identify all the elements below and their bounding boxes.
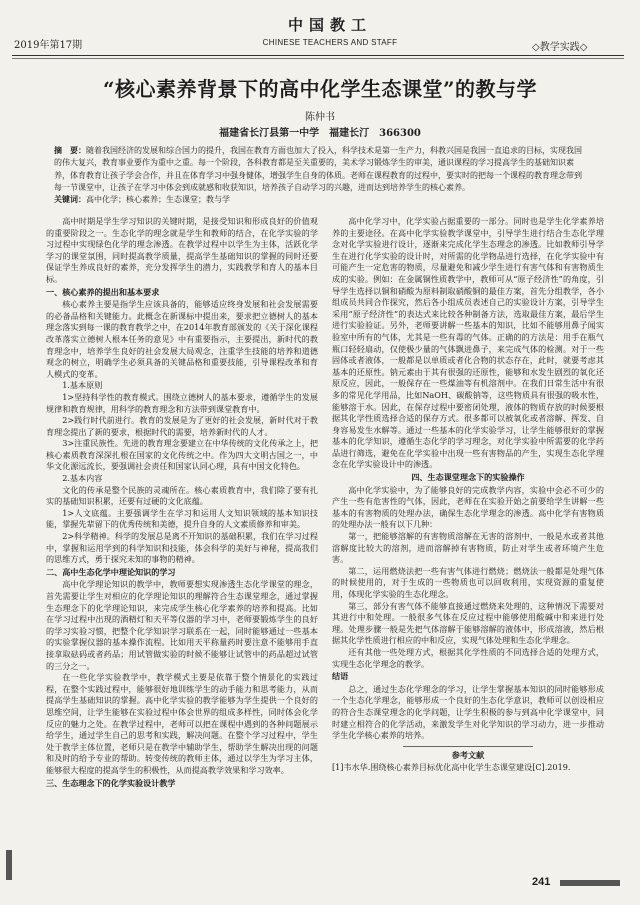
journal-title-cn: 中国教工: [287, 16, 372, 34]
paragraph: 1>坚持科学性的教育模式。围绕立德树人的基本要求，遵循学生的发展规律和教育规律，用科学的教育理念和方法带到课堂教育中。: [46, 391, 318, 414]
paragraph: 核心素养主要是指学生应该具备的，能够适应终身发展和社会发展需要的必备品格和关键能力。此概念在新课标中提出来，要求把立德树人的基本理念落实到每一课的教育教学之中，在2014年教育部颁发的《关于深化课程改革落实立德树人根本任务的意见》中有重要指示，主要提出，新时代的教育理念中，培养学生良好的社会发展大局观念，注重学生技能的培养和道德观念的树立，明确学生必须具备的关键品格和重要技能，引导课程改革和育人模式的变革。: [46, 299, 318, 379]
keywords-label: 关键词：: [54, 194, 86, 204]
paragraph: 总之，通过生态化学理念的学习，让学生掌握基本知识的同时能够形成一个生态化学理念，能够形成一个良好的生态化学意识，教师可以创设相应的符合生态课堂理念的化学问题，让学生积极的参与到高中化学课堂中，同时建立相符合的化学活动，来激发学生对化学知识的学习动力，进一步推动学生化学核心素养的培养。: [332, 683, 604, 741]
left-text-column: [46, 216, 318, 790]
paragraph: 1>人文底蕴。主要强调学生在学习和运用人文知识领域的基本知识技能，掌握先辈留下的优秀传统和美德，提升自身的人文素质修养和审美。: [46, 507, 318, 530]
section-heading: 一、核心素养的提出和基本要求: [46, 286, 160, 297]
paragraph: 1.基本原则: [62, 380, 103, 391]
section-heading: 三、生态理念下的化学实验设计教学: [46, 777, 176, 788]
paragraph: 2.基本内容: [62, 473, 103, 484]
abstract-text: 随着我国经济的发展和综合国力的提升，我国在教育方面也加大了投入，科学技术是第一生产力，科教兴国是我国一直追求的目标，实现我国的伟大复兴，教育事业要作为重中之重。每一个阶段，各科教育都是至关重要的，美术学习锻炼学生的审美，通识课程的学习提高学生的基础知识素养，体育教育让孩子学会合作，并且在体育学习中强身健体，增强学生自身的体质。老师在课程教育的过程中，要实时的把每一个课程的教育理念带到每一节课堂中，让孩子在学习中体会到成就感和收获知识，培养孩子自动学习的兴趣，进而达到培养学生的核心素养。: [54, 146, 582, 192]
header-rule: [12, 55, 624, 56]
paragraph: 第一，把能够溶解的有害物质溶解在无害的溶剂中，一般是水或者其他溶解度比较大的溶剂，进而溶解掉有害物质，防止对学生或者环境产生危害。: [332, 531, 604, 565]
section-label: ◇教学实践◇: [532, 42, 588, 53]
keywords: [54, 194, 586, 205]
paragraph: 第三，部分有害气体不能够直接通过燃烧来处理的，这种情况下需要对其进行中和处理。一般很多气体在反应过程中能够使用酸碱中和来进行处理。处理步骤一般是先把气体溶解于能够溶解的液体中，形成溶液，然后根据其化学性质进行相应的中和反应，实现气体处理和生态化学理念。: [332, 600, 604, 646]
paragraph: 在一些化学实验教学中，教学模式主要是依靠于整个情景化的实践过程，在整个实践过程中，能够很好地训练学生的动手能力和思考能力，从而提高学生基础知识的掌握。高中化学实验的教学能够为学生提供一个良好的思维空间，让学生能够在实验过程中体会世界的组成多样性，同时体会化学反应的魅力之处。在教学过程中，老师可以把在课程中遇到的各种问题展示给学生，通过学生自己的思考和实践，解决问题。在整个学习过程中，学生处于教学主体位置，老师只是在教学中辅助学生，帮助学生解决出现的问题和及时的给予专业的帮助。转变传统的教师主体，通过以学生为学习主体，能够很大程度的提高学生的积极性，从而提高教学效果和学习效率。: [46, 672, 318, 775]
paragraph: 高中化学理论知识的教学中，教师要想实现渗透生态化学课堂的理念，首先需要让学生对相应的化学理论知识的理解符合生态课堂理念，通过掌握生态理念下的化学理论知识，来完成学生核心化学素养的培养和提高。比如在学习过程中出现的酒精灯和天平等仪器的学习中，老师要锻炼学生的良好的学习实验习惯，把整个化学知识学习联系在一起，同时能够通过一些基本的实验掌握仪器的基本操作流程。比如用天平称量药时要注意不能够用手直接拿取砝码或者药品；用试管做实验的时候不能够让试管中的药品超过试管的三分之一。: [46, 579, 318, 671]
abstract: [54, 144, 586, 194]
paragraph: 2>科学精神。科学的发展总是离不开知识的基础积累，我们在学习过程中，掌握和运用学到的科学知识和技能，体会科学的美好与神秘，提高我们的思维方式，勇于探究未知的事物的精神。: [46, 531, 318, 565]
page-number: 241: [532, 876, 551, 888]
references-rule: [403, 746, 533, 747]
issue-label: 2019年第17期: [14, 40, 83, 51]
section-heading: 二、高中生态化学中理论知识的学习: [46, 566, 176, 577]
article-affiliation: 福建省长汀县第一中学 福建长汀 366300: [219, 128, 421, 139]
section-heading: 结语: [332, 671, 349, 682]
keywords-text: 高中化学；核心素养；生态课堂；教与学: [86, 195, 230, 204]
paragraph: 高中时期是学生学习知识的关键时期，是接受知识和形成良好的价值观的重要阶段之一。生态化学的理念就是学生和教师的结合，在化学实验的学习过程中实现绿色化学的理念渗透。在教学过程中以学生为主体，活跃化学学习的课堂氛围，同时提高教学质量，提高学生基础知识的掌握的同时还要保证学生养成良好的素养，充分发挥学生的潜力，实践教学和育人的基本目标。: [46, 216, 318, 284]
page-number-bar: [560, 880, 620, 886]
paragraph: 还有其他一些处理方式，根据其化学性质的不同选择合适的处理方式，实现生态化学理念的教学。: [332, 646, 604, 669]
paragraph: 高中化学实验中，为了能够良好的完成教学内容，实验中会必不可少的产生一些有危害性的气体，因此，老师在在实验开始之前要给学生讲解一些基本的有害物质的处理办法，确保生态化学理念的渗透。高中化学有害物质的处理办法一般有以下几种：: [332, 484, 604, 530]
reference-item: [1]韦水华.围绕核心素养目标优化高中化学生态课堂建设[C].2019.: [332, 762, 571, 773]
paragraph: 高中化学习中，化学实验占据重要的一部分。同时也是学生化学素养培养的主要途径。在高中化学实验教学课堂中，引导学生进行结合生态化学理念对化学实验进行设计，逐渐来完成化学生态理念的渗透。比如教师引导学生在进行化学实验的设计时，对所需的化学物品进行选择，在化学实验中有可能产生一定危害的物质，尽量避免和减少学生进行有害气体和有害物质生成的实验。例如：在金属铜性质教学中，教师可从“原子经济性”的角度，引导学生选择以铜和硝酸为原料制取硝酸铜的最佳方案，首先分组教学，各小组成员共同合作探究，然后各小组成员表述自己的实验设计方案，引导学生采用“原子经济性”的表达式来比较各种制备方法，选取最佳方案，最后学生进行实验验证。另外，老师要讲解一些基本的知识，比如不能够用鼻子闻实验室中所有的气体，尤其是一些有毒的气体。正确的的方法是：用手在瓶气瓶口轻轻扇动，仅使极少量的气体飘进鼻子，来完成气体的检测。对于一些固体或者液体，一般都是以单质或者化合物的状态存在，此时，就要考虑其基本的还原性。钠元素由于其有很强的还原性，能够和水发生剧烈的氧化还原反应，因此，一般保存在一些煤油等有机溶剂中。在我们日常生活中有很多的常见化学用品，比如NaOH、碳酸钠等，这些物质具有很强的吸水性，能够溶于水。因此，在保存过程中要密闭处理，液体的物质存放的时候要根据其化学性质选择合适的保存方式。很多都可以被氧化或者溶解、挥发、自身容易发生水解等。通过一些基本的化学实验学习，让学生能够很好的掌握基本的化学知识，遵循生态化学的学习理念，对化学实验中所需要的化学药品进行筛选，避免在化学实验中出现一些有害物品的产生，实现生态化学理念在化学实验设计中的渗透。: [332, 216, 604, 470]
abstract-label: 摘 要：: [54, 145, 86, 155]
journal-masthead: [220, 14, 440, 47]
section-heading: 参考文献: [451, 749, 485, 760]
paragraph: 文化的传承是整个民族的灵魂所在。核心素质教育中，我们除了要有扎实的基础知识积累，还要有过硬的文化底蕴。: [46, 484, 318, 507]
paragraph: 第二，运用燃烧法把一些有害气体进行燃烧；燃烧法一般都是处理气体的时候使用的，对于生成的一些物质也可以回收利用，实现资源的重复使用，体现化学实验的生态化理念。: [332, 565, 604, 599]
section-heading: 四、生态课堂理念下的实验操作: [411, 472, 525, 483]
journal-title-en: CHINESE TEACHERS AND STAFF: [262, 38, 398, 47]
header-rule-thin: [12, 58, 624, 59]
article-author: 陈仲书: [305, 112, 335, 123]
paragraph: 3>注重民族性。先进的教育理念要建立在中华传统的文化传承之上，把核心素质教育深深扎根在国家的文化传统之中。作为四大文明古国之一，中华文化源远流长，要强调社会责任和国家认同心理，具有中国文化特色。: [46, 438, 318, 472]
scan-edge-mark: [6, 850, 12, 880]
paragraph: 2>践行时代前进行。教育的发展是为了更好的社会发展，新时代对于教育理念提出了新的要求，根据时代的需要，培养新时代的人才。: [46, 415, 318, 437]
article-title: “核心素养背景下的高中化学生态课堂”的教与学: [102, 77, 537, 101]
right-text-column: [332, 216, 604, 774]
